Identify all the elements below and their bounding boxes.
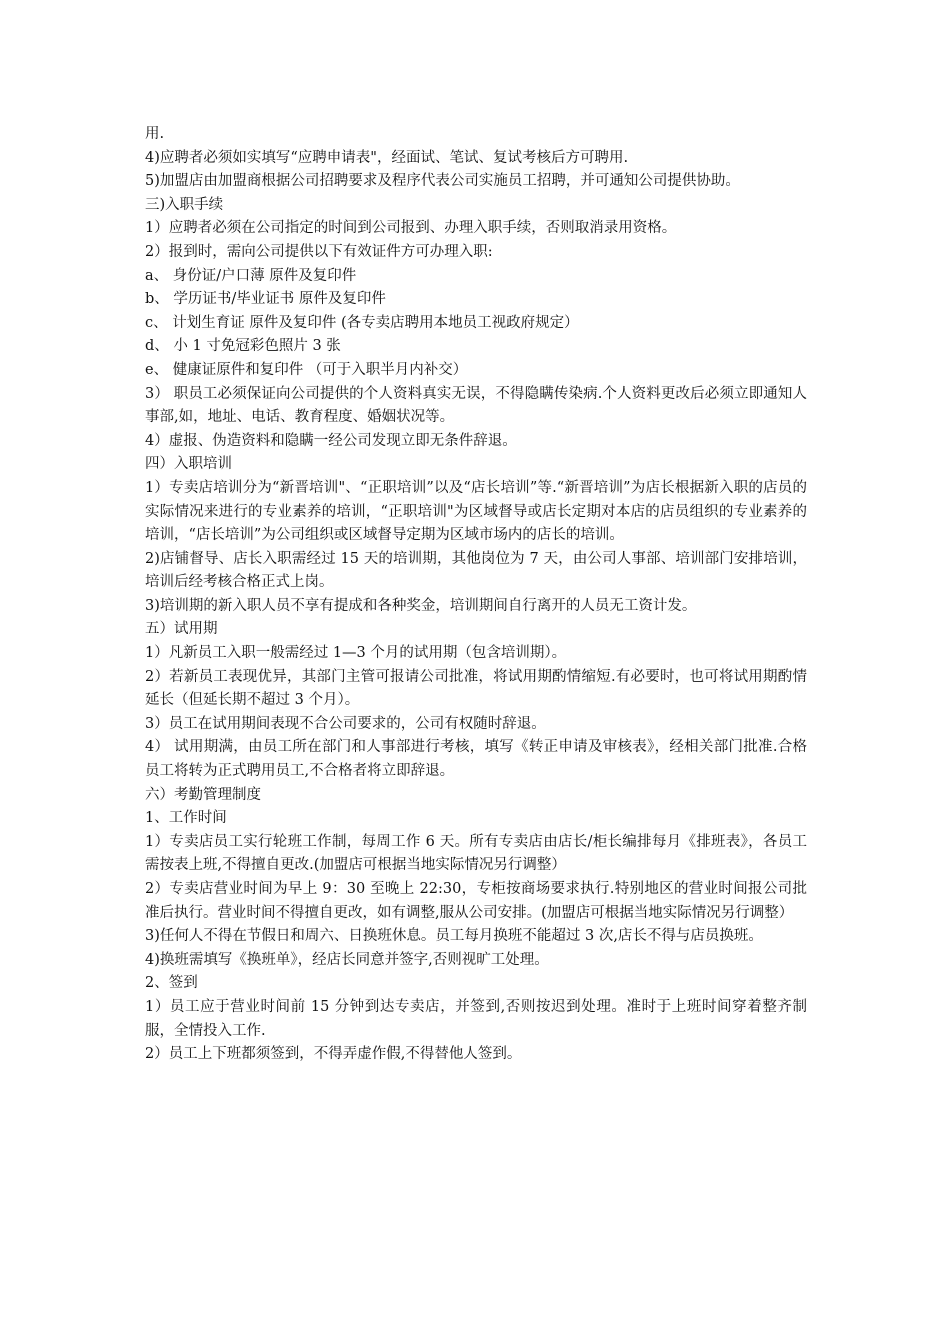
paragraph-3: 5)加盟店由加盟商根据公司招聘要求及程序代表公司实施员工招聘，并可通知公司提供协助。 xyxy=(145,173,740,190)
document-list-item-b: b、 学历证书/毕业证书 原件及复印件 xyxy=(145,291,386,308)
paragraph-19: 1）凡新员工入职一般需经过 1—3 个月的试用期（包含培训期）。 xyxy=(145,645,567,662)
paragraph-2: 4)应聘者必须如实填写“应聘申请表"，经面试、笔试、复试考核后方可聘用. xyxy=(145,149,629,166)
paragraph-26: 2）专卖店营业时间为早上 9：30 至晚上 22:30，专柜按商场要求执行.特别地区的营业时间报公司批准后执行。营业时间不得擅自更改，如有调整,服从公司安排。(加盟店可根据当地实际情况另行调整） xyxy=(145,881,807,921)
paragraph-6: 2）报到时，需向公司提供以下有效证件方可办理入职: xyxy=(145,243,493,260)
paragraph-12: 3） 职员工必须保证向公司提供的个人资料真实无误，不得隐瞒传染病.个人资料更改后必须立即通知人事部,如，地址、电话、教育程度、婚姻状况等。 xyxy=(145,385,807,426)
paragraph-25: 1）专卖店员工实行轮班工作制，每周工作 6 天。所有专卖店由店长/柜长编排每月《排班表》，各员工需按表上班,不得擅自更改.(加盟店可根据当地实际情况另行调整） xyxy=(145,833,807,874)
paragraph-16: 2)店铺督导、店长入职需经过 15 天的培训期，其他岗位为 7 天，由公司人事部、培训部门安排培训，培训后经考核合格正式上岗。 xyxy=(145,550,807,591)
section-heading-probation: 五）试用期 xyxy=(145,621,218,638)
paragraph-30: 1）员工应于营业时间前 15 分钟到达专卖店，并签到,否则按迟到处理。准时于上班时间穿着整齐制服，全情投入工作. xyxy=(145,998,807,1039)
paragraph-15: 1）专卖店培训分为“新晋培训"、“正职培训”以及“店长培训”等.“新晋培训”为店长根据新入职的店员的实际情况来进行的专业素养的培训，“正职培训"为区域督导或店长定期对本店的店员组织的专业素养的培训，“店长培训”为公司组织或区域督导定期为区域市场内的店长的培训。 xyxy=(145,479,807,544)
section-heading-training: 四）入职培训 xyxy=(145,456,232,473)
paragraph-28: 4)换班需填写《换班单》，经店长同意并签字,否则视旷工处理。 xyxy=(145,951,549,968)
paragraph-22: 4） 试用期满，由员工所在部门和人事部进行考核，填写《转正申请及审核表》，经相关部门批准.合格员工将转为正式聘用员工,不合格者将立即辞退。 xyxy=(145,739,807,780)
paragraph-20: 2）若新员工表现优异，其部门主管可报请公司批准，将试用期酌情缩短.有必要时，也可将试用期酌情延长（但延长期不超过 3 个月）。 xyxy=(145,668,807,709)
paragraph-21: 3）员工在试用期间表现不合公司要求的，公司有权随时辞退。 xyxy=(145,715,546,732)
section-heading-onboarding: 三)入职手续 xyxy=(145,196,224,213)
document-list-item-a: a、 身份证/户口薄 原件及复印件 xyxy=(145,267,357,284)
document-list-item-d: d、 小 1 寸免冠彩色照片 3 张 xyxy=(145,338,341,355)
document-list-item-c: c、 计划生育证 原件及复印件 (各专卖店聘用本地员工视政府规定） xyxy=(145,314,579,331)
paragraph-27: 3)任何人不得在节假日和周六、日换班休息。员工每月换班不能超过 3 次,店长不得与店员换班。 xyxy=(145,928,763,945)
section-heading-attendance: 六）考勤管理制度 xyxy=(145,786,261,803)
subheading-sign-in: 2、签到 xyxy=(145,975,198,992)
document-list-item-e: e、 健康证原件和复印件 （可于入职半月内补交） xyxy=(145,361,468,378)
subheading-working-hours: 1、工作时间 xyxy=(145,810,227,827)
document-body xyxy=(145,123,807,1067)
paragraph-17: 3)培训期的新入职人员不享有提成和各种奖金，培训期间自行离开的人员无工资计发。 xyxy=(145,597,697,614)
paragraph-31: 2）员工上下班都须签到，不得弄虚作假,不得替他人签到。 xyxy=(145,1046,522,1063)
paragraph-1: 用. xyxy=(145,126,165,142)
paragraph-13: 4）虚报、伪造资料和隐瞒一经公司发现立即无条件辞退。 xyxy=(145,432,517,449)
paragraph-5: 1）应聘者必须在公司指定的时间到公司报到、办理入职手续，否则取消录用资格。 xyxy=(145,220,677,237)
